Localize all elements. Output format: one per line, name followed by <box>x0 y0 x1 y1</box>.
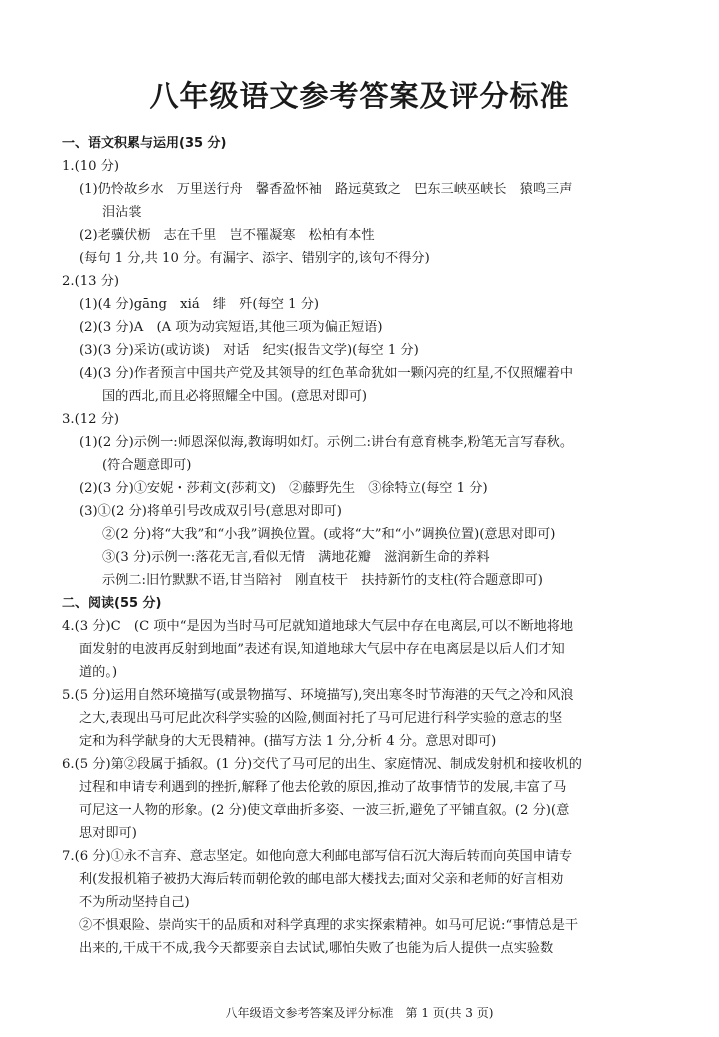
answer-line: (3)①(2 分)将单引号改成双引号(意思对即可) <box>79 504 342 519</box>
answer-line: ②(2 分)将“大我”和“小我”调换位置。(或将“大”和“小”调换位置)(意思对即可) <box>102 527 556 542</box>
answer-line: (1)仍怜故乡水 万里送行舟 馨香盈怀袖 路远莫致之 巴东三峡巫峡长 猿鸣三声 <box>79 182 573 197</box>
answer-line: (符合题意即可) <box>102 458 192 473</box>
answer-line: (3)(3 分)采访(或访谈) 对话 纪实(报告文学)(每空 1 分) <box>79 343 419 358</box>
answer-line: (2)老骥伏枥 志在千里 岂不罹凝寒 松柏有本性 <box>79 228 375 243</box>
answer-line: 思对即可) <box>79 826 137 841</box>
answer-line: ③(3 分)示例一:落花无言,看似无情 满地花瓣 滋润新生命的养料 <box>102 550 490 565</box>
answer-line: 之大,表现出马可尼此次科学实验的凶险,侧面衬托了马可尼进行科学实验的意志的坚 <box>79 711 563 726</box>
question-7-header: 7.(6 分)①永不言弃、意志坚定。如他向意大利邮电部写信石沉大海后转而向英国申请专 <box>62 849 573 864</box>
answer-line: (2)(3 分)A (A 项为动宾短语,其他三项为偏正短语) <box>79 320 383 335</box>
answer-line: 利(发报机箱子被扔大海后转而朝伦敦的邮电部大楼找去;面对父亲和老师的好言相劝 <box>79 872 564 887</box>
section-heading-1: 一、语文积累与运用(35 分) <box>62 136 227 151</box>
answer-line: (4)(3 分)作者预言中国共产党及其领导的红色革命犹如一颗闪亮的红星,不仅照耀着中 <box>79 366 574 381</box>
question-1-header: 1.(10 分) <box>62 159 120 174</box>
question-6-header: 6.(5 分)第②段属于插叙。(1 分)交代了马可尼的出生、家庭情况、制成发射机和接收机的 <box>62 757 582 772</box>
answer-line: 道的。) <box>79 665 118 680</box>
page-title: 八年级语文参考答案及评分标准 <box>149 79 570 113</box>
answer-line: 泪沾裳 <box>102 205 142 220</box>
answer-line: ②不惧艰险、崇尚实干的品质和对科学真理的求实探索精神。如马可尼说:“事情总是干 <box>79 918 579 933</box>
answer-line: 示例二:旧竹默默不语,甘当陪衬 刚直枝干 扶持新竹的支柱(符合题意即可) <box>102 573 543 588</box>
page-footer: 八年级语文参考答案及评分标准 第 1 页(共 3 页) <box>225 1006 494 1020</box>
answer-line: 可尼这一人物的形象。(2 分)使文章曲折多姿、一波三折,避免了平铺直叙。(2 分)(意 <box>79 803 570 818</box>
answer-line: 定和为科学献身的大无畏精神。(描写方法 1 分,分析 4 分。意思对即可) <box>79 734 497 749</box>
answer-line: (1)(4 分)gāng xiá 绯 歼(每空 1 分) <box>79 297 320 312</box>
question-3-header: 3.(12 分) <box>62 412 120 427</box>
answer-line: 过程和申请专利遇到的挫折,解释了他去伦敦的原因,推动了故事情节的发展,丰富了马 <box>79 780 567 795</box>
answer-line: 面发射的电波再反射到地面”表述有误,知道地球大气层中存在电离层是以后人们才知 <box>79 642 565 657</box>
answer-line: 国的西北,而且必将照耀全中国。(意思对即可) <box>102 389 368 404</box>
question-5-header: 5.(5 分)运用自然环境描写(或景物描写、环境描写),突出寒冬时节海港的天气之冷和风浪 <box>62 688 574 703</box>
answer-line: 不为所动坚持自己) <box>79 895 190 910</box>
answer-line: (2)(3 分)①安妮・莎莉文(莎莉文) ②藤野先生 ③徐特立(每空 1 分) <box>79 481 488 496</box>
section-heading-2: 二、阅读(55 分) <box>62 596 162 611</box>
scoring-note: (每句 1 分,共 10 分。有漏字、添字、错别字的,该句不得分) <box>79 251 430 266</box>
answer-line: (1)(2 分)示例一:师恩深似海,教诲明如灯。示例二:讲台有意育桃李,粉笔无言写春秋。 <box>79 435 574 450</box>
question-4-header: 4.(3 分)C (C 项中“是因为当时马可尼就知道地球大气层中存在电离层,可以不断地将地 <box>62 619 574 634</box>
question-2-header: 2.(13 分) <box>62 274 120 289</box>
answer-line: 出来的,干成干不成,我今天都要亲自去试试,哪怕失败了也能为后人提供一点实验数 <box>79 941 554 956</box>
